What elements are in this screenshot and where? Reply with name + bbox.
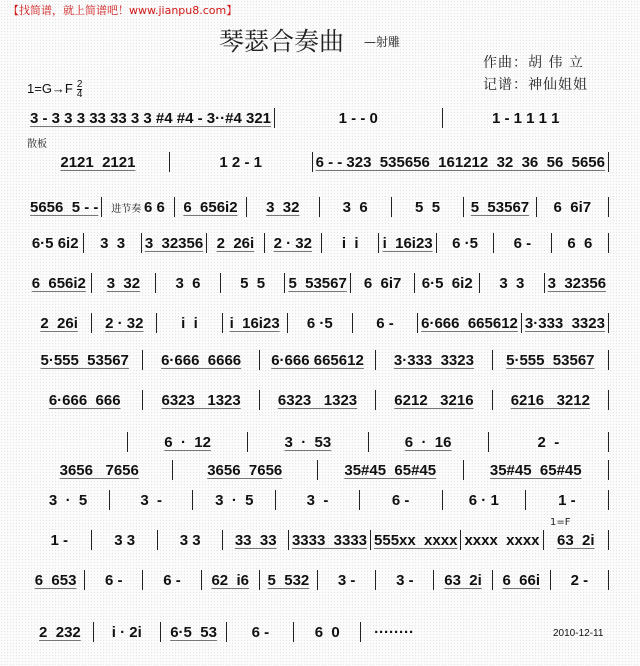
measure-notes: 2 26i [216, 234, 255, 252]
measure [434, 572, 491, 589]
measure [170, 154, 312, 171]
measure-notes: 35#45 65#45 [344, 461, 437, 479]
measure-notes: 6 656i2 [183, 198, 238, 216]
bar-line [608, 233, 609, 253]
measure [94, 624, 160, 641]
measure-notes: 2 · 32 [105, 314, 144, 332]
measure-notes: 5 53567 [288, 274, 347, 292]
measure [526, 492, 608, 509]
measure-notes: 1 - [50, 531, 68, 549]
measure [552, 235, 608, 252]
bar-line [608, 197, 609, 217]
measure-notes: 2 - [537, 433, 560, 451]
measure-notes: 6 - [251, 623, 270, 641]
measure-notes: 1 - 1 1 1 1 [491, 109, 560, 127]
measure-notes: 3333 3333 [291, 531, 368, 549]
measure [379, 235, 435, 252]
measure [275, 110, 442, 127]
measure-notes: 6 · 1 [468, 491, 499, 509]
measure [227, 624, 293, 641]
measure-notes: i i [341, 234, 359, 252]
notation-line [27, 350, 609, 370]
measure-notes: 6 6 [567, 234, 593, 252]
notation-line [27, 197, 609, 217]
measure-notes: 35#45 65#45 [489, 461, 582, 479]
time-sig-bottom: 4 [76, 89, 83, 100]
measure [202, 572, 259, 589]
measure-notes: 6323 1323 [277, 391, 358, 409]
measure [27, 572, 84, 589]
bar-line [608, 490, 609, 510]
measure [392, 199, 463, 216]
key-signature [27, 80, 82, 99]
measure [415, 275, 479, 292]
song-subtitle: —射雕 [364, 35, 401, 49]
measure [260, 352, 375, 369]
measure [157, 315, 221, 332]
composer-credit: 作曲：胡 伟 立 [483, 55, 584, 71]
measure-notes: i 16i23 [229, 314, 280, 332]
measure-notes: 6 · 16 [404, 433, 452, 451]
measure-notes: 3 3 [179, 531, 201, 549]
measure [493, 572, 550, 589]
measure [464, 199, 535, 216]
measure [27, 199, 101, 216]
bar-line [608, 313, 609, 333]
notation-line [27, 390, 609, 410]
measure-notes: 6 - [391, 491, 410, 509]
measure-notes: 进节奏 6 6 [111, 198, 165, 216]
measure [443, 492, 525, 509]
measure-notes: 6·666 666 [48, 391, 121, 409]
measure-notes: 6 0 [314, 623, 340, 641]
measure-notes: i · 2i [111, 623, 142, 641]
measure [173, 462, 318, 479]
measure-notes: 2121 2121 [60, 153, 136, 171]
key-text: 1=G→F [27, 80, 73, 96]
measure [84, 235, 140, 252]
measure-notes: xxxx xxxx [464, 531, 540, 549]
measure-notes: 6 ·5 [306, 314, 333, 332]
measure [493, 392, 608, 409]
measure [537, 199, 608, 216]
measure-notes: 6323 1323 [161, 391, 241, 409]
notation-line [27, 530, 609, 550]
notation-line [27, 152, 609, 172]
notation-line [27, 313, 609, 333]
measure [318, 572, 375, 589]
measure-notes: 6 - [163, 571, 181, 589]
measure [27, 352, 142, 369]
measure-notes: 6 656i2 [31, 274, 86, 292]
measure [360, 492, 442, 509]
measure [265, 235, 321, 252]
measure [27, 235, 83, 252]
bar-line [608, 530, 609, 550]
measure [143, 572, 200, 589]
measure-notes: 6 · 12 [164, 433, 211, 451]
notation-line [27, 273, 609, 293]
measure-notes: 6 - [105, 571, 123, 589]
time-signature [77, 80, 83, 99]
measure-notes: 3 - [140, 491, 163, 509]
measure [27, 624, 93, 641]
measure-notes: 6 6i7 [553, 198, 592, 216]
song-title: 琴瑟合奏曲 [219, 27, 345, 56]
notation-line [27, 460, 609, 480]
measure [294, 624, 360, 641]
measure-notes: 555xx xxxx [374, 531, 458, 549]
measure-notes: 2 26i [40, 314, 78, 332]
notation-line [27, 432, 609, 452]
measure-notes: 3 · 5 [215, 491, 254, 509]
measure [156, 275, 220, 292]
measure [193, 492, 275, 509]
measure [260, 572, 317, 589]
bar-line [608, 570, 609, 590]
measure [85, 572, 142, 589]
time-sig-top: 2 [76, 79, 83, 90]
measure-notes: 1 - [558, 491, 576, 509]
measure-notes: 3656 7656 [207, 461, 283, 479]
measure-notes: 5·555 53567 [40, 351, 129, 369]
measure-notes: 3 - [337, 571, 356, 589]
measure [27, 110, 274, 127]
measure [221, 275, 285, 292]
measure-notes: 3 · 5 [48, 491, 88, 509]
measure-notes: 62 i6 [211, 571, 249, 589]
measure [289, 532, 370, 549]
measure-notes: 3 32356 [547, 274, 607, 292]
measure [313, 154, 608, 171]
measure [464, 462, 609, 479]
measure [371, 532, 460, 549]
measure [544, 532, 608, 549]
notation-line [27, 233, 609, 253]
measure [92, 315, 156, 332]
measure-notes: 5656 5 - - [30, 198, 99, 216]
measure-notes: ········ [374, 623, 415, 641]
measure [175, 199, 246, 216]
measure-notes: 2 - [570, 571, 589, 589]
bar-line [608, 152, 609, 172]
measure [545, 275, 609, 292]
measure [443, 110, 610, 127]
measure-notes: 6·5 6i2 [421, 274, 473, 292]
measure [353, 315, 417, 332]
measure [223, 315, 287, 332]
measure [142, 235, 206, 252]
measure [27, 275, 91, 292]
notation-line [27, 490, 609, 510]
bar-line [608, 350, 609, 370]
measure [27, 154, 169, 171]
measure [493, 352, 608, 369]
notation-line [27, 108, 609, 128]
measure [102, 199, 173, 216]
measure-notes: 5 532 [267, 571, 310, 589]
measure [285, 275, 349, 292]
measure [480, 275, 544, 292]
measure-notes: 5 5 [240, 274, 266, 292]
measure [376, 352, 491, 369]
measure [27, 392, 142, 409]
measure-notes: 5 53567 [470, 198, 530, 216]
measure-notes: 2 · 32 [273, 234, 312, 252]
measure-notes: 3 32356 [144, 234, 204, 252]
measure-notes: 6·666 6666 [161, 351, 242, 369]
measure-notes: i 16i23 [382, 234, 433, 252]
measure-notes: 6·5 6i2 [31, 234, 79, 252]
notation-line [27, 570, 609, 590]
measure [143, 392, 258, 409]
measure [522, 315, 608, 332]
measure [128, 434, 247, 451]
measure [143, 352, 258, 369]
measure-notes: 1 - - 0 [338, 109, 378, 127]
measure [376, 392, 491, 409]
date-stamp: 2010-12-11 [553, 628, 604, 639]
measure-notes: 6 6i7 [363, 274, 402, 292]
measure-notes: 3 3 [499, 274, 525, 292]
measure-notes: 3656 7656 [59, 461, 139, 479]
measure [418, 315, 521, 332]
measure [276, 492, 358, 509]
measure [369, 434, 488, 451]
measure-notes: 6 ·5 [452, 234, 478, 252]
measure [248, 434, 367, 451]
measure-notes: 6·666 665612 [271, 351, 364, 369]
measure [461, 532, 542, 549]
measure [318, 462, 463, 479]
bar-line [608, 390, 609, 410]
measure [27, 532, 91, 549]
measure [110, 492, 192, 509]
measure-notes: 6·666 665612 [421, 314, 518, 332]
measure-notes: i i [181, 314, 198, 332]
measure-notes: 3 · 53 [284, 433, 332, 451]
measure-notes: 2 232 [39, 623, 81, 641]
measure [320, 199, 391, 216]
measure-notes: 3 6 [175, 274, 201, 292]
measure [27, 492, 109, 509]
measure-notes: 63 2i [556, 531, 595, 549]
measure [361, 624, 427, 641]
measure-notes: 5 5 [415, 198, 441, 216]
bar-line [608, 460, 609, 480]
measure-notes: 5·555 53567 [506, 351, 595, 369]
measure-notes: 1 2 - 1 [219, 153, 262, 171]
measure-notes: 3 3 [100, 234, 126, 252]
measure [376, 572, 433, 589]
key-change-label: 1=F [550, 517, 571, 528]
measure-notes: 63 2i [444, 571, 482, 589]
transcriber-credit: 记谱：神仙姐姐 [483, 77, 588, 93]
measure-notes: 3 - [396, 571, 414, 589]
measure-notes: 3 - 3 3 3 33 33 3 3 #4 #4 - 3··#4 321 [30, 109, 272, 127]
measure-notes: 3 6 [342, 198, 368, 216]
measure-notes: 3·333 3323 [524, 314, 605, 332]
measure [27, 315, 91, 332]
measure-notes: 33 33 [234, 531, 277, 549]
measure-notes: 6216 3212 [510, 391, 590, 409]
measure-notes: 6212 3216 [394, 391, 474, 409]
measure [288, 315, 352, 332]
section-label-shuban: 散板 [27, 139, 47, 150]
measure [158, 532, 222, 549]
measure [494, 235, 550, 252]
measure-notes: 6 66i [502, 571, 540, 589]
measure [27, 462, 172, 479]
measure [489, 434, 608, 451]
bar-line [608, 432, 609, 452]
measure [322, 235, 378, 252]
measure [551, 572, 608, 589]
measure-notes: 6 - - 323 535656 161212 32 36 56 5656 [315, 153, 605, 171]
measure [161, 624, 227, 641]
measure-notes: 3·333 3323 [393, 351, 474, 369]
measure-notes: 6·5 53 [170, 623, 217, 641]
measure [260, 392, 375, 409]
measure-notes: 3 32 [106, 274, 141, 292]
measure [207, 235, 263, 252]
measure-notes: 3 - [306, 491, 329, 509]
measure [247, 199, 318, 216]
measure-notes: 3 3 [114, 531, 136, 549]
measure-notes: 6 - [513, 234, 532, 252]
notation-line [27, 622, 427, 642]
measure [92, 275, 156, 292]
measure-notes: 6 - [376, 314, 394, 332]
measure-notes: 6 653 [34, 571, 77, 589]
measure [437, 235, 493, 252]
site-banner[interactable]: 【找简谱，就上简谱吧！www.jianpu8.com】 [8, 4, 238, 17]
measure [351, 275, 415, 292]
measure [223, 532, 287, 549]
measure [92, 532, 156, 549]
measure-notes: 3 32 [266, 198, 300, 216]
